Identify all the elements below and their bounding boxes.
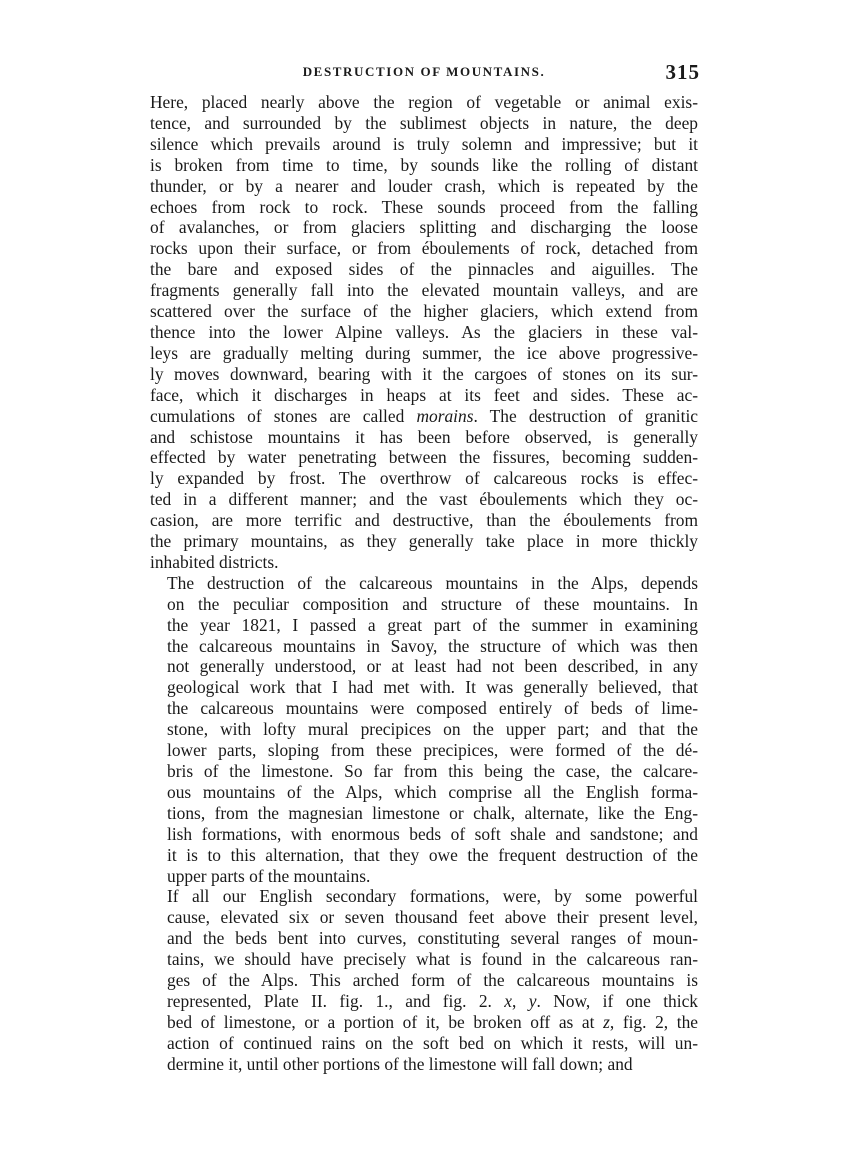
book-page [150, 60, 698, 1075]
text-line: scattered over the surface of the higher glaciers, which extend from [150, 301, 698, 322]
text-line: ly moves downward, bearing with it the cargoes of stones on its sur- [150, 363, 698, 384]
text-line: represented, Plate II. fig. 1., and fig. 2. x, y. Now, if one thick [167, 990, 698, 1011]
text-line: silence which prevails around is truly solemn and impressive; but it [150, 133, 698, 154]
text-line: tains, we should have precisely what is found in the calcareous ran- [167, 949, 698, 970]
text-line: leys are gradually melting during summer, the ice above progressive- [150, 342, 698, 363]
text-line: tence, and surrounded by the sublimest objects in nature, the deep [150, 112, 698, 133]
text-line: dermine it, until other portions of the limestone will fall down; and [167, 1053, 633, 1074]
text-line: and schistose mountains it has been before observed, is generally [150, 426, 698, 447]
text-line: face, which it discharges in heaps at its feet and sides. These ac- [150, 384, 698, 405]
text-line: cumulations of stones are called morains. The destruction of granitic [150, 405, 698, 426]
text-line: thunder, or by a nearer and louder crash, which is repeated by the [150, 175, 698, 196]
text-line: action of continued rains on the soft bed on which it rests, will un- [167, 1032, 698, 1053]
text-line: the calcareous mountains in Savoy, the structure of which was then [167, 635, 698, 656]
text-line: upper parts of the mountains. [167, 865, 371, 886]
paragraph [150, 573, 698, 887]
text-line: ly expanded by frost. The overthrow of calcareous rocks is effec- [150, 468, 698, 489]
text-line: ted in a different manner; and the vast éboulements which they oc- [150, 489, 698, 510]
body-text [150, 92, 698, 1075]
running-head [150, 60, 698, 88]
text-line: fragments generally fall into the elevated mountain valleys, and are [150, 280, 698, 301]
text-line: Here, placed nearly above the region of vegetable or animal exis- [150, 92, 698, 112]
text-line: and the beds bent into curves, constituting several ranges of moun- [167, 928, 698, 949]
text-line: If all our English secondary formations, were, by some powerful [167, 886, 698, 907]
text-line: geological work that I had met with. It was generally believed, that [167, 677, 698, 698]
text-line: thence into the lower Alpine valleys. As the glaciers in these val- [150, 321, 698, 342]
text-line: it is to this alternation, that they owe the frequent destruction of the [167, 844, 698, 865]
text-line: lish formations, with enormous beds of soft shale and sandstone; and [167, 823, 698, 844]
text-line: bed of limestone, or a portion of it, be broken off as at z, fig. 2, the [167, 1011, 698, 1032]
text-line: the primary mountains, as they generally take place in more thickly [150, 531, 698, 552]
text-line: rocks upon their surface, or from éboulements of rock, detached from [150, 238, 698, 259]
page-number: 315 [665, 60, 700, 84]
text-line: The destruction of the calcareous mountains in the Alps, depends [167, 572, 698, 593]
text-line: is broken from time to time, by sounds like the rolling of distant [150, 154, 698, 175]
text-line: tions, from the magnesian limestone or chalk, alternate, like the Eng- [167, 802, 698, 823]
text-line: casion, are more terrific and destructive, than the éboulements from [150, 510, 698, 531]
text-line: ous mountains of the Alps, which comprise all the English forma- [167, 781, 698, 802]
text-line: effected by water penetrating between the fissures, becoming sudden- [150, 447, 698, 468]
text-line: inhabited districts. [150, 551, 279, 572]
text-line: on the peculiar composition and structure of these mountains. In [167, 593, 698, 614]
text-line: bris of the limestone. So far from this being the case, the calcare- [167, 761, 698, 781]
paragraph [150, 92, 698, 573]
text-line: of avalanches, or from glaciers splitting and discharging the loose [150, 217, 698, 238]
text-line: the bare and exposed sides of the pinnacles and aiguilles. The [150, 259, 698, 280]
text-line: echoes from rock to rock. These sounds proceed from the falling [150, 196, 698, 217]
text-line: not generally understood, or at least had not been described, in any [167, 656, 698, 677]
paragraph [150, 886, 698, 1074]
text-line: the calcareous mountains were composed entirely of beds of lime- [167, 698, 698, 719]
text-line: lower parts, sloping from these precipices, were formed of the dé- [167, 740, 698, 761]
text-line: cause, elevated six or seven thousand feet above their present level, [167, 907, 698, 928]
running-title: DESTRUCTION OF MOUNTAINS. [302, 64, 546, 79]
text-line: stone, with lofty mural precipices on the upper part; and that the [167, 719, 698, 740]
text-line: ges of the Alps. This arched form of the calcareous mountains is [167, 970, 698, 991]
text-line: the year 1821, I passed a great part of the summer in examining [167, 614, 698, 635]
